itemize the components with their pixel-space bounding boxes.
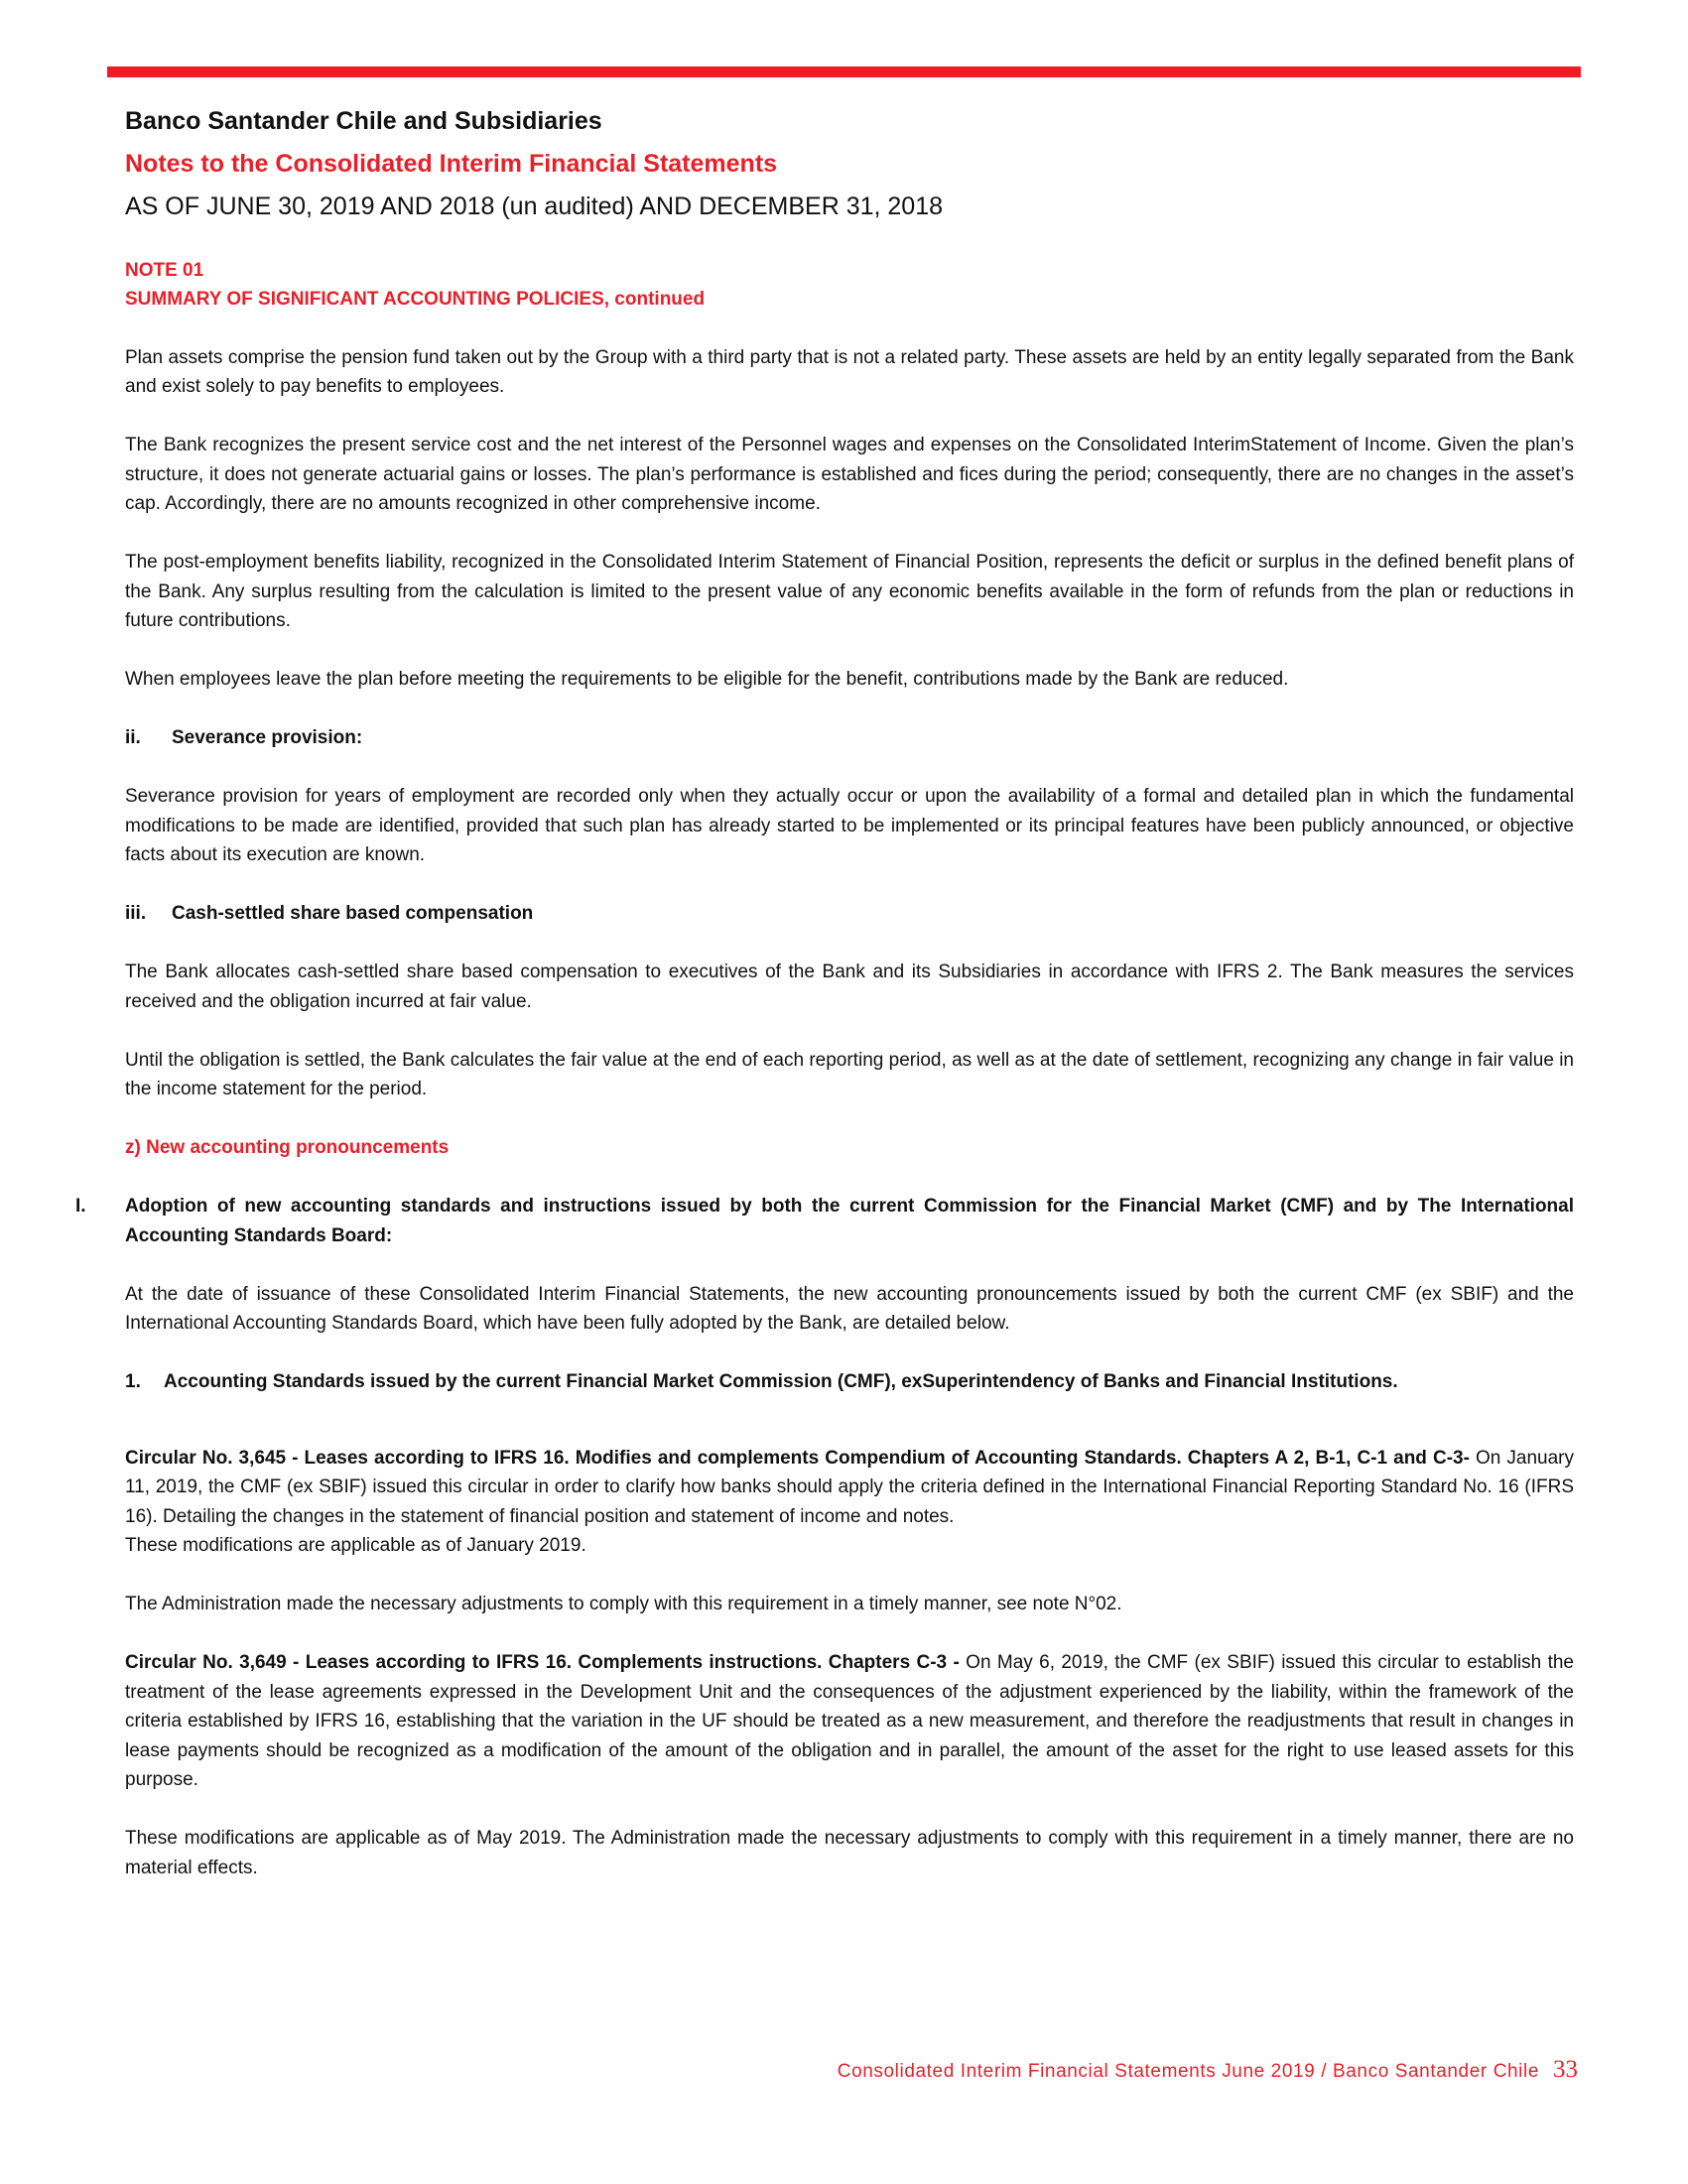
adoption-heading	[75, 1192, 1574, 1250]
company-name: Banco Santander Chile and Subsidiaries	[125, 107, 602, 135]
page-header	[125, 105, 1584, 222]
new-pronouncements-title: z) New accounting pronouncements	[125, 1137, 450, 1158]
circular-3649-paragraph	[125, 1648, 1574, 1795]
paragraph-plan-assets: Plan assets comprise the pension fund taken out by the Group with a third party that is not a related party. These assets are held by an entity legally separated from the Bank and exist solely to pay benefits to employees.	[125, 346, 1574, 397]
circular-3645-admin: The Administration made the necessary adjustments to comply with this requirement in a timely manner, see note N°02.	[125, 1594, 1122, 1614]
page-content	[75, 256, 1575, 1882]
cmf-standards-number: 1.	[125, 1371, 141, 1392]
top-red-bar	[107, 66, 1581, 77]
severance-heading	[125, 723, 1574, 753]
severance-number: ii.	[125, 727, 141, 748]
paragraph-employees-leave: When employees leave the plan before meeting the requirements to be eligible for the benefit, contributions made by the Bank are reduced.	[125, 669, 1289, 690]
cash-settled-number: iii.	[125, 903, 147, 924]
cash-settled-text-1: The Bank allocates cash-settled share based compensation to executives of the Bank and its Subsidiaries in accordance with IFRS 2. The Bank measures the services received and the obligation incurred at fair value.	[125, 962, 1574, 1012]
adoption-number: I.	[75, 1196, 86, 1217]
circular-3645-applicable: These modifications are applicable as of January 2019.	[125, 1535, 586, 1556]
circular-3645-title: Circular No. 3,645 - Leases according to IFRS 16. Modifies and complements Compendium of Accounting Standards. Chapters A 2, B-1, C-1 and C-3-	[125, 1447, 1470, 1469]
paragraph-post-employment: The post-employment benefits liability, recognized in the Consolidated Interim Statement of Financial Position, represents the deficit or surplus in the defined benefit plans of the Bank. Any surplus resulting from the calculation is limited to the present value of any economic benefits available in the form of refunds from the plan or reductions in future contributions.	[125, 552, 1574, 631]
report-period: AS OF JUNE 30, 2019 AND 2018 (un audited) AND DECEMBER 31, 2018	[125, 193, 944, 220]
page-footer	[685, 2056, 1578, 2084]
note-title: SUMMARY OF SIGNIFICANT ACCOUNTING POLICIES, continued	[125, 289, 706, 310]
cash-settled-heading	[125, 899, 1574, 929]
adoption-intro: At the date of issuance of these Consolidated Interim Financial Statements, the new accounting pronouncements issued by both the current CMF (ex SBIF) and the International Accounting Standards Board, which have been fully adopted by the Bank, are detailed below.	[125, 1283, 1574, 1334]
adoption-title: Adoption of new accounting standards and instructions issued by both the current Commission for the Financial Market (CMF) and by The International Accounting Standards Board:	[125, 1196, 1574, 1246]
cmf-standards-heading	[125, 1367, 1574, 1397]
page-number: 33	[1553, 2056, 1578, 2083]
cash-settled-text-2: Until the obligation is settled, the Bank calculates the fair value at the end of each reporting period, as well as at the date of settlement, recognizing any change in fair value in the income statement for the period.	[125, 1049, 1574, 1099]
footer-text: Consolidated Interim Financial Statements June 2019 / Banco Santander Chile	[837, 2061, 1539, 2082]
circular-3649-title: Circular No. 3,649 - Leases according to IFRS 16. Complements instructions. Chapters C-3 -	[125, 1652, 960, 1673]
circular-3645-text: On January 11, 2019, the CMF (ex SBIF) issued this circular in order to clarify how banks should apply the criteria defined in the International Financial Reporting Standard No. 16 (IFRS 16). Detailing the changes in the statement of financial position and statement of income and notes.	[125, 1447, 1575, 1527]
report-title: Notes to the Consolidated Interim Financial Statements	[125, 150, 778, 178]
cmf-standards-title: Accounting Standards issued by the current Financial Market Commission (CMF), exSuperintendency of Banks and Financial Institutions.	[164, 1371, 1398, 1392]
paragraph-service-cost: The Bank recognizes the present service cost and the net interest of the Personnel wages and expenses on the Consolidated InterimStatement of Income. Given the plan’s structure, it does not generate actuarial gains or losses. The plan’s performance is established and fices during the period; consequently, there are no changes in the asset’s cap. Accordingly, there are no amounts recognized in other comprehensive income.	[125, 435, 1574, 514]
note-number: NOTE 01	[125, 260, 204, 281]
circular-3649-applicable: These modifications are applicable as of May 2019. The Administration made the necessary adjustments to comply with this requirement in a timely manner, there are no material effects.	[125, 1828, 1574, 1878]
severance-title: Severance provision:	[172, 727, 363, 748]
circular-3649-text: On May 6, 2019, the CMF (ex SBIF) issued this circular to establish the treatment of the lease agreements expressed in the Development Unit and the consequences of the adjustment experienced by the liability, within the framework of the criteria established by IFRS 16, establishing that the variation in the UF should be treated as a new measurement, and therefore the readjustments that result in changes in lease payments should be recognized as a modification of the amount of the obligation and in parallel, the amount of the asset for the right to use leased assets for this purpose.	[125, 1652, 1574, 1790]
severance-text: Severance provision for years of employment are recorded only when they actually occur or upon the availability of a formal and detailed plan in which the fundamental modifications to be made are identified, provided that such plan has already started to be implemented or its principal features have been publicly announced, or objective facts about its execution are known.	[125, 786, 1574, 865]
cash-settled-title: Cash-settled share based compensation	[172, 903, 534, 924]
circular-3645-paragraph	[125, 1444, 1574, 1532]
